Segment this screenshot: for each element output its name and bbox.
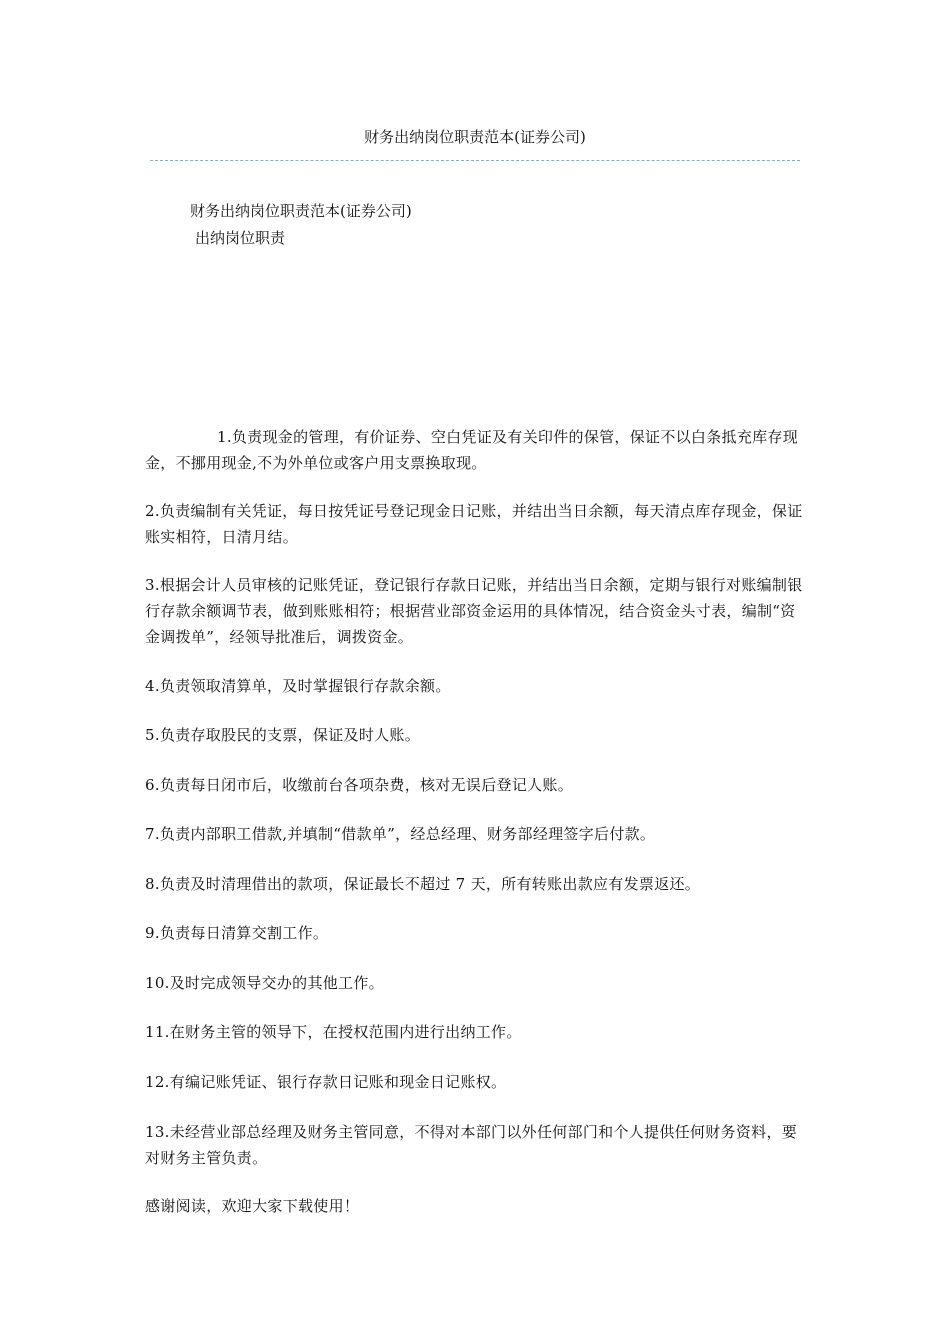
paragraph-12: 12.有编记账凭证、银行存款日记账和现金日记账权。	[145, 1073, 507, 1091]
paragraph-6: 6.负责每日闭市后，收缴前台各项杂费，核对无误后登记人账。	[145, 776, 574, 794]
paragraph-7: 7.负责内部职工借款,并填制“借款单”，经总经理、财务部经理签字后付款。	[145, 825, 656, 843]
paragraph-11: 11.在财务主管的领导下，在授权范围内进行出纳工作。	[145, 1023, 522, 1041]
paragraph-2: 2.负责编制有关凭证，每日按凭证号登记现金日记账，并结出当日余额，每天清点库存现金，保证账实相符，日清月结。	[145, 502, 803, 546]
section-heading: 出纳岗位职责	[195, 229, 286, 247]
title-divider	[150, 160, 800, 161]
paragraph-8: 8.负责及时清理借出的款项，保证最长不超过 7 天，所有转账出款应有发票返还。	[145, 875, 701, 893]
document-subtitle: 财务出纳岗位职责范本(证券公司)	[190, 202, 412, 220]
paragraph-1: 1.负责现金的管理，有价证券、空白凭证及有关印件的保管，保证不以白条抵充库存现金，不挪用现金,不为外单位或客户用支票换取现。	[145, 428, 799, 472]
document-title: 财务出纳岗位职责范本(证券公司)	[364, 128, 586, 146]
paragraph-10: 10.及时完成领导交办的其他工作。	[145, 974, 384, 992]
paragraph-9: 9.负责每日清算交割工作。	[145, 924, 329, 942]
paragraph-4: 4.负责领取清算单，及时掌握银行存款余额。	[145, 677, 451, 695]
paragraph-3: 3.根据会计人员审核的记账凭证，登记银行存款日记账，并结出当日余额，定期与银行对账编制银行存款余额调节表，做到账账相符；根据营业部资金运用的具体情况，结合资金头寸表，编制“资金调拨单”，经领导批准后，调拨资金。	[145, 576, 803, 646]
paragraph-5: 5.负责存取股民的支票，保证及时人账。	[145, 726, 421, 744]
closing-text: 感谢阅读，欢迎大家下载使用！	[145, 1197, 360, 1215]
paragraph-13: 13.未经营业部总经理及财务主管同意，不得对本部门以外任何部门和个人提供任何财务资料，要对财务主管负责。	[145, 1123, 798, 1167]
